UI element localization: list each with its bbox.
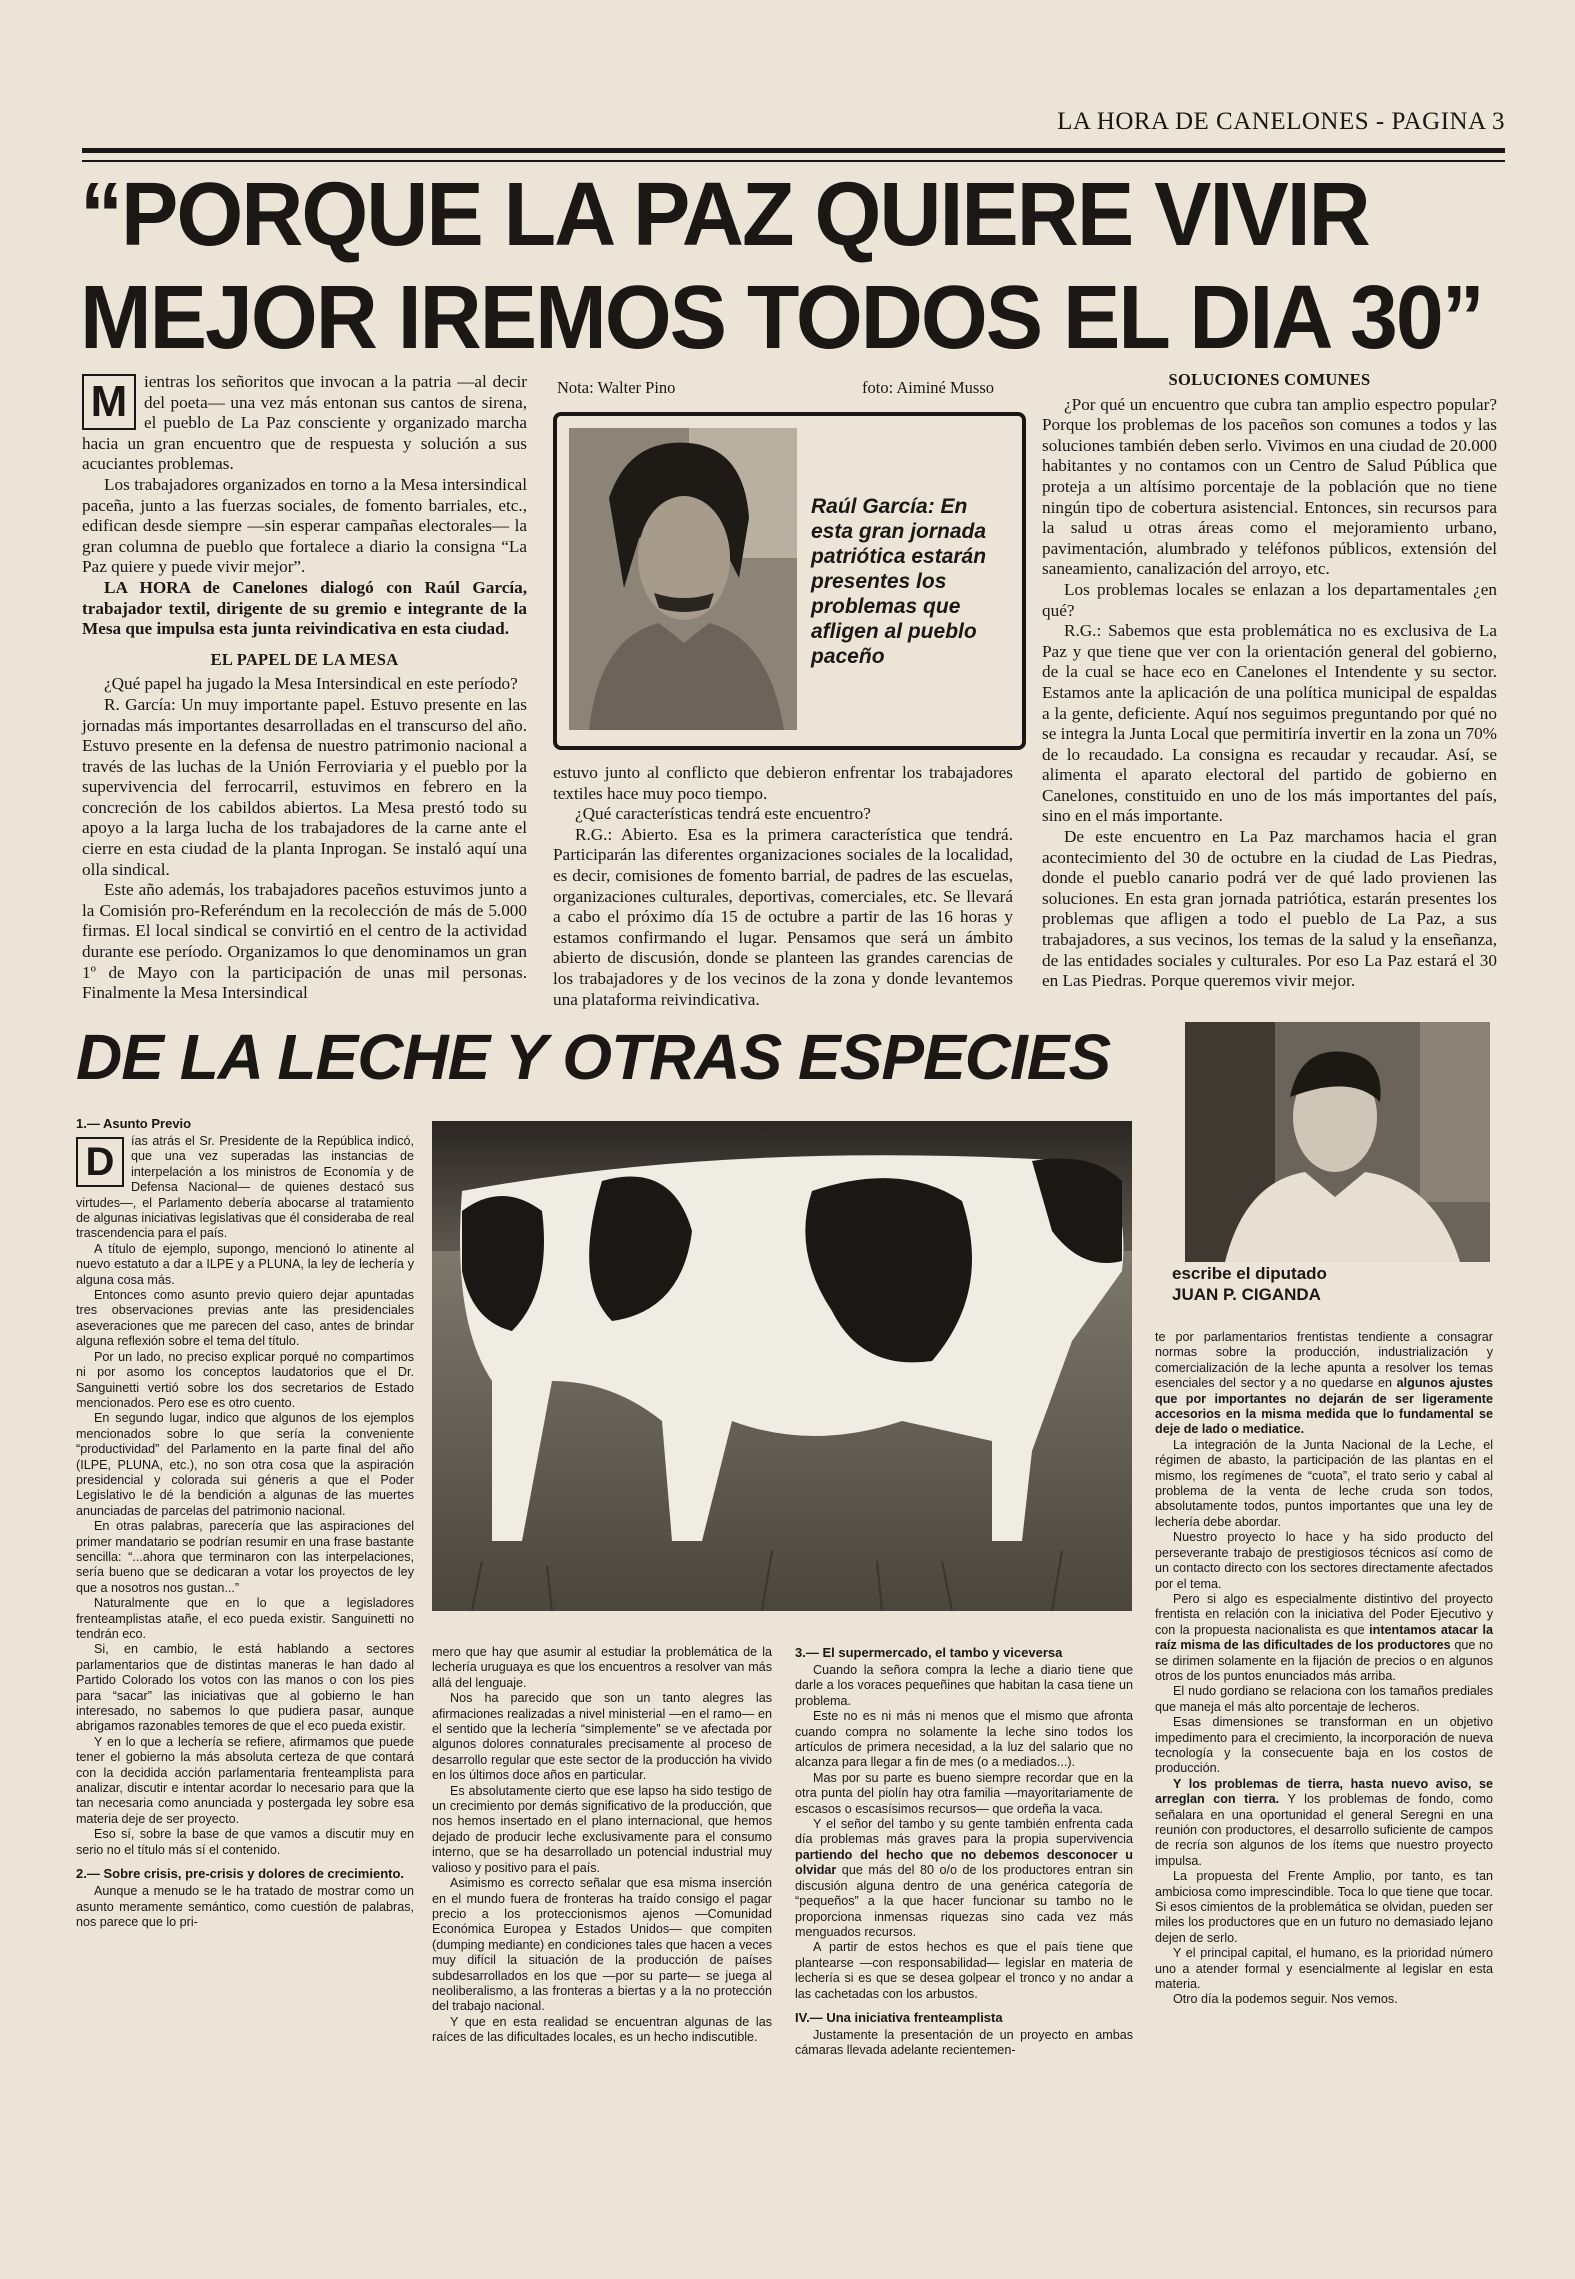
main-headline: “PORQUE LA PAZ QUIERE VIVIR MEJOR IREMOS TODOS EL DIA 30” xyxy=(80,164,1483,368)
paragraph: Nuestro proyecto lo hace y ha sido producto del perseverante trabajo de prestigiosos técnicos así como de un contacto directo con los sectores directamente afectados por el tema. xyxy=(1155,1530,1493,1591)
question: ¿Qué papel ha jugado la Mesa Intersindical en este período? xyxy=(104,674,518,694)
paragraph: Es absolutamente cierto que ese lapso ha sido testigo de un crecimiento por demás significativo de la producción, que nos hemos insertado en el plano internacional, que hemos dejado de producir leche exclusivamente para el consumo interno, que se ha desarrollado un potencial industrial muy valioso y positivo para el país. xyxy=(432,1783,772,1875)
article-column-2 xyxy=(553,763,1013,1010)
photo-cow xyxy=(432,1121,1132,1611)
text-run: Pero si algo es especialmente distintivo del proyecto frentista en relación con la iniciativa del Poder Ejecutivo y con la propuesta nacionalista es que xyxy=(1155,1591,1493,1637)
paragraph: estuvo junto al conflicto que debieron enfrentar los trabajadores textiles hace muy poco tiempo. xyxy=(553,763,1013,803)
paragraph: mero que hay que asumir al estudiar la problemática de la lechería uruguaya es que los encuentros a resolver van más allá del lenguaje. xyxy=(432,1645,772,1690)
paragraph: Otro día la podemos seguir. Nos vemos. xyxy=(1173,1992,1398,2007)
paragraph: Por un lado, no preciso explicar porqué no compartimos ni por asomo los conceptos laudatorios que el Dr. Sanguinetti vertió sobre los dos secretarios de Estado mencionados. Pero ese es otro cuento. xyxy=(76,1349,414,1410)
paragraph: En segundo lugar, indico que algunos de los ejemplos mencionados sobre lo que sería la conveniente “productividad” del Parlamento en la parte final del año (ILPE, PLUNA, etc.), no son otra cosa que la aspiración presidencial y colorada sui géneris a que el Poder Legislativo le dé la bendición a algunas de las muertes anunciadas de parcelas del patrimonio nacional. xyxy=(76,1411,414,1518)
paragraph: Este no es ni más ni menos que el mismo que afronta cuando compra no solamente la leche sino todos los artículos de primera necesidad, a la luz del salario que no alcanza para llegar a fin de mes (o a mediados...). xyxy=(795,1709,1133,1770)
emphasis: algunos ajustes que por importantes no dejarán de ser ligeramente accesorios en la misma medida que lo fundamental se deje de lado o mediatice. xyxy=(1155,1376,1493,1437)
answer: R.G.: Sabemos que esta problemática no es exclusiva de La Paz y que tiene que ver con la orientación general del gobierno, de la cual se hace eco en Canelones el Intendente y su sector. Estamos ante la aplicación de una política municipal de espaldas a la gente, deficiente. Aquí nos seguimos preguntando por qué no se integra la Junta Local que permitiría invertir en la zona un 70% de lo recaudado. La consigna es recaudar y recaudar. Así, se alimenta el aparato electoral del partido de gobierno en Canelones, constituido en uno de los más importantes del país, sino en el más importante. xyxy=(1042,621,1497,826)
paragraph: La integración de la Junta Nacional de la Leche, el régimen de abasto, la participación de las plantas en el mismo, los regímenes de “cuota”, el trato serio y cabal al problema de la venta de leche cruda son todos, absolutamente todos, puntos importantes que una ley de lechería debe abordar. xyxy=(1155,1437,1493,1529)
paragraph: Asimismo es correcto señalar que esa misma inserción en el mundo fuera de fronteras ha traído consigo el pagar precio a los proteccionismos ajenos —Comunidad Económica Europea y Estados Unidos— que compiten (dumping mediante) en condiciones tales que hacen a veces muy difícil la situación de la producción de países subdesarrollados en los que —por su parte— se juega al neoliberalismo, a las fronteras a biertas y a la no protección del trabajo nacional. xyxy=(432,1876,772,2014)
paragraph xyxy=(1155,1330,1493,1438)
intro-paragraph: ientras los señoritos que invocan a la patria —al decir del poeta— una vez más entonan sus cantos de sirena, el pueblo de La Paz consciente y organizado marcha hacia un gran encuentro que de respuesta y solución a sus acuciantes problemas. xyxy=(82,372,527,474)
article-column-1 xyxy=(82,372,527,1004)
paragraph: A título de ejemplo, supongo, mencionó lo atinente al nuevo estatuto a dar a ILPE y a PLUNA, la ley de lechería y alguna cosa más. xyxy=(76,1241,414,1287)
portrait-illustration xyxy=(569,428,797,730)
header-rule-thin xyxy=(82,160,1505,162)
photo-juan-ciganda xyxy=(1185,1022,1490,1262)
subheading-soluciones: SOLUCIONES COMUNES xyxy=(1168,370,1371,389)
answer: De este encuentro en La Paz marchamos hacia el gran acontecimiento del 30 de octubre en la ciudad de Las Piedras, donde el pueblo canario podrá ver de qué lado provienen las soluciones. En esta gran jornada patriótica, estarán presentes los problemas que afligen a todo el pueblo de La Paz, a sus trabajadores, a sus vecinos, los temas de la salud y la enseñanza, de las entidades sociales y culturales. Por eso La Paz estará el 30 en Las Piedras. Porque queremos vivir mejor. xyxy=(1042,827,1497,991)
text-run: Y los problemas de fondo, como señalara en una oportunidad el general Seregni en una reunión con productores, el desarrollo suficiente de campos de recría son algunos de los ítems que nuestro proyecto impulsa. xyxy=(1155,1792,1493,1868)
paragraph: Justamente la presentación de un proyecto en ambas cámaras llevada adelante recientemen- xyxy=(795,2027,1133,2058)
answer: R. García: Un muy importante papel. Estuvo presente en las jornadas más importantes desarrolladas en el transcurso del año. Estuvo presente en la defensa de nuestro patrimonio nacional a través de las luchas de la Unión Ferroviaria y el pueblo por la supervivencia del ferrocarril, estuvimos en febrero en la concreción de los cabildos abiertos. La Mesa prestó todo su apoyo a la larga lucha de los trabajadores de la carne ante el cierre en esta ciudad de la planta Inprogan. Se instaló aquí una olla sindical. xyxy=(82,694,527,879)
photo-raul-garcia xyxy=(569,428,797,730)
text-run: te por parlamentarios frentistas tendiente a consagrar normas sobre la producción, industrialización y comercialización de la leche apunta a resolver los temas esenciales del sector y a no quedarse en xyxy=(1155,1330,1493,1391)
portrait-illustration xyxy=(1185,1022,1490,1262)
small-column-4 xyxy=(1155,1330,1493,2008)
paragraph: Si, en cambio, le está hablando a sectores parlamentarios que de distintas maneras le han dado al Partido Colorado los votos con las manos o con los pies para “sacar” las iniciativas que al gobierno le han interesado, no sabemos lo que pudiera pasar, aunque abrigamos razonables temores de que el eco pueda existir. xyxy=(76,1642,414,1734)
photo-quote-box xyxy=(553,412,1026,750)
section-heading-4: IV.— Una iniciativa frenteamplista xyxy=(795,2009,1003,2025)
cow-illustration xyxy=(432,1121,1132,1611)
paragraph: La propuesta del Frente Amplio, por tanto, es tan ambiciosa como imprescindible. Toca lo que tiene que tocar. Si esos cimientos de la problemática se olvidan, pueden ser miles los productores que en un futuro no demasiado lejano dejen de serlo. xyxy=(1155,1869,1493,1945)
question: ¿Qué características tendrá este encuentro? xyxy=(575,804,871,824)
small-column-2 xyxy=(432,1645,772,2046)
paragraph xyxy=(1155,1777,1493,1869)
question: ¿Por qué un encuentro que cubra tan amplio espectro popular? Porque los problemas de los paceños son comunes a todos y las soluciones también deben serlo. Vivimos en una ciudad de 20.000 habitantes y no contamos con un Centro de Salud Pública que proteja a un altísimo porcentaje de la población que no tiene ningún tipo de cobertura asistencial. Entonces, sin recursos para la salud u otras áreas como el mejoramiento urbano, pavimentación, alumbrado y teléfonos públicos, extensión del saneamiento, canalización del arroyo, etc. xyxy=(1042,394,1497,579)
paragraph xyxy=(795,1817,1133,1940)
section-heading-2: 2.— Sobre crisis, pre-crisis y dolores de crecimiento. xyxy=(76,1866,405,1882)
paragraph: Y el principal capital, el humano, es la prioridad número uno a atender formal y esencialmente al legislar en esta materia. xyxy=(1155,1946,1493,1992)
paragraph: Y que en esta realidad se encuentran algunas de las raíces de las dificultades locales, es un hecho indiscutible. xyxy=(432,2014,772,2045)
paragraph: A partir de estos hechos es que el país tiene que plantearse —con responsabilidad— legislar en materia de lechería si es que se desea golpear el tronco y no andar a las cachetadas con los arbustos. xyxy=(795,1940,1133,2001)
credit-foto: foto: Aiminé Musso xyxy=(862,378,995,397)
text-run: que más del 80 o/o de los productores entran sin discusión alguna dentro de una genérica categoría de “pequeños” a la que hacer funcionar su tambo no le proporciona inmensas riquezas sino cada vez más menguados recursos. xyxy=(795,1863,1133,1939)
byline xyxy=(1172,1263,1327,1305)
section-heading-1: 1.— Asunto Previo xyxy=(76,1116,192,1131)
pull-quote: Raúl García: En esta gran jornada patriótica estarán presentes los problemas que afligen al pueblo paceño xyxy=(811,495,987,668)
answer: R.G.: Abierto. Esa es la primera característica que tendrá. Participarán las diferentes organizaciones sociales de la localidad, es decir, comisiones de fomento barrial, de padres de las escuelas, organizaciones culturales, deportivas, comerciales, etc. Se llevará a cabo el próximo día 15 de octubre a partir de las 16 horas y estamos confirmando el lugar. Pensamos que será un ámbito abierto de discusión, donde se planteen las grandes carencias de los trabajadores y de los vecinos de la zona y donde levantemos una plataforma reivindicativa. xyxy=(553,824,1013,1009)
question: Los problemas locales se enlazan a los departamentales ¿en qué? xyxy=(1042,579,1497,620)
paragraph: ías atrás el Sr. Presidente de la República indicó, que una vez superadas las instancias de interpelación a los ministros de Economía y de Defensa Nacional— de quienes destacó sus virtudes—, el Parlamento debería abocarse al tratamiento de algunas iniciativas legislativas que él consideraba de real trascendencia para el país. xyxy=(76,1134,414,1241)
byline-author: JUAN P. CIGANDA xyxy=(1172,1285,1321,1304)
paragraph: Cuando la señora compra la leche a diario tiene que darle a los voraces pequeñines que habitan la casa tiene un problema. xyxy=(795,1663,1133,1708)
paragraph: Aunque a menudo se le ha tratado de mostrar como un asunto meramente semántico, como cuestión de palabras, nos parece que lo pri- xyxy=(76,1884,414,1929)
emphasis: partiendo del hecho que no debemos desconocer u olvidar xyxy=(795,1847,1133,1878)
small-column-1 xyxy=(76,1116,414,1930)
header-rule-thick xyxy=(82,148,1505,153)
page-folio: LA HORA DE CANELONES - PAGINA 3 xyxy=(1057,108,1505,135)
paragraph: Esas dimensiones se transforman en un objetivo impedimento para el crecimiento, la incorporación de nueva tecnología y la consecuente baja en los costos de producción. xyxy=(1155,1715,1493,1776)
section-heading-3: 3.— El supermercado, el tambo y viceversa xyxy=(795,1645,1063,1660)
paragraph: En otras palabras, parecería que las aspiraciones del primer mandatario se podrían resumir en una frase bastante sencilla: “...ahora que terminaron con las interpelaciones, sería bueno que se dedicaran a votar los proyectos de ley que a nosotros nos gustan...” xyxy=(76,1519,414,1595)
paragraph: Los trabajadores organizados en torno a la Mesa intersindical paceña, junto a las fuerzas sociales, de fomento barriales, etc., edifican desde siempre —sin esperar campañas electorales— la gran columna de pueblo que fortalece a diario la consigna “La Paz quiere y puede vivir mejor”. xyxy=(82,474,527,577)
paragraph: LA HORA de Canelones dialogó con Raúl García, trabajador textil, dirigente de su gremio e integrante de la Mesa que impulsa esta junta reivindicativa en esta ciudad. xyxy=(82,577,527,639)
paragraph: El nudo gordiano se relaciona con los tamaños prediales que maneja el más alto porcentaje de lecheros. xyxy=(1155,1684,1493,1714)
answer: Este año además, los trabajadores paceños estuvimos junto a la Comisión pro-Referéndum en la recolección de más de 5.000 firmas. El local sindical se convirtió en el centro de la actividad durante ese período. Organizamos lo que denominamos un gran 1º de Mayo con la participación de unas mil personas. Finalmente la Mesa Intersindical xyxy=(82,880,527,1003)
emphasis: intentamos atacar la raíz misma de las dificultades de los productores xyxy=(1155,1622,1493,1653)
emphasis: Y los problemas de tierra, hasta nuevo aviso, se arreglan con tierra. xyxy=(1155,1776,1493,1807)
text-run: que no se dirimen solamente en la fijación de precios o en algunos otros de los puntos enunciados más arriba. xyxy=(1155,1638,1493,1683)
byline-role: escribe el diputado xyxy=(1172,1264,1327,1283)
dropcap-d: D xyxy=(76,1137,124,1187)
paragraph: Naturalmente que en lo que a legisladores frenteamplistas atañe, el eco pueda existir. Sanguinetti no tendrán eco. xyxy=(76,1596,414,1641)
paragraph: Mas por su parte es bueno siempre recordar que en la otra punta del piolín hay otra familia —mayoritariamente de escasos o escasísimos recursos— que ordeña la vaca. xyxy=(795,1770,1133,1816)
paragraph: Nos ha parecido que son un tanto alegres las afirmaciones realizadas a nivel ministerial —en el ramo— en el sentido que la lechería “simplemente” se ve afectada por algunos dolores connaturales precisamente al proceso de desarrollo regular que este sector de la producción ha vivido en los últimos doce años en particular. xyxy=(432,1691,772,1783)
paragraph xyxy=(1155,1592,1493,1684)
dropcap-m: M xyxy=(82,374,136,430)
small-column-3 xyxy=(795,1645,1133,2059)
text-run: Y el señor del tambo y su gente también enfrenta cada día problemas más graves para la propia supervivencia xyxy=(795,1817,1133,1847)
article-column-3 xyxy=(1042,370,1497,992)
subheading-papel: EL PAPEL DE LA MESA xyxy=(210,649,399,669)
paragraph: Eso sí, sobre la base de que vamos a discutir muy en serio no el título más sí el contenido. xyxy=(76,1827,414,1857)
second-headline: DE LA LECHE Y OTRAS ESPECIES xyxy=(76,1021,1111,1093)
credit-nota: Nota: Walter Pino xyxy=(557,378,676,397)
paragraph: Entonces como asunto previo quiero dejar apuntadas tres observaciones previas ante las presidenciales aseveraciones que me parecen del caso, antes de brindar alguna reflexión sobre el tema del título. xyxy=(76,1288,414,1349)
paragraph: Y en lo que a lechería se refiere, afirmamos que puede tener el gobierno la más absoluta certeza de que contará con la decidida acción parlamentaria frenteamplista para analizar, discutir e intentar acordar lo necesario para que la tan necesaria como anunciada y postergada ley sobre esa materia deje de ser proyecto. xyxy=(76,1734,414,1826)
